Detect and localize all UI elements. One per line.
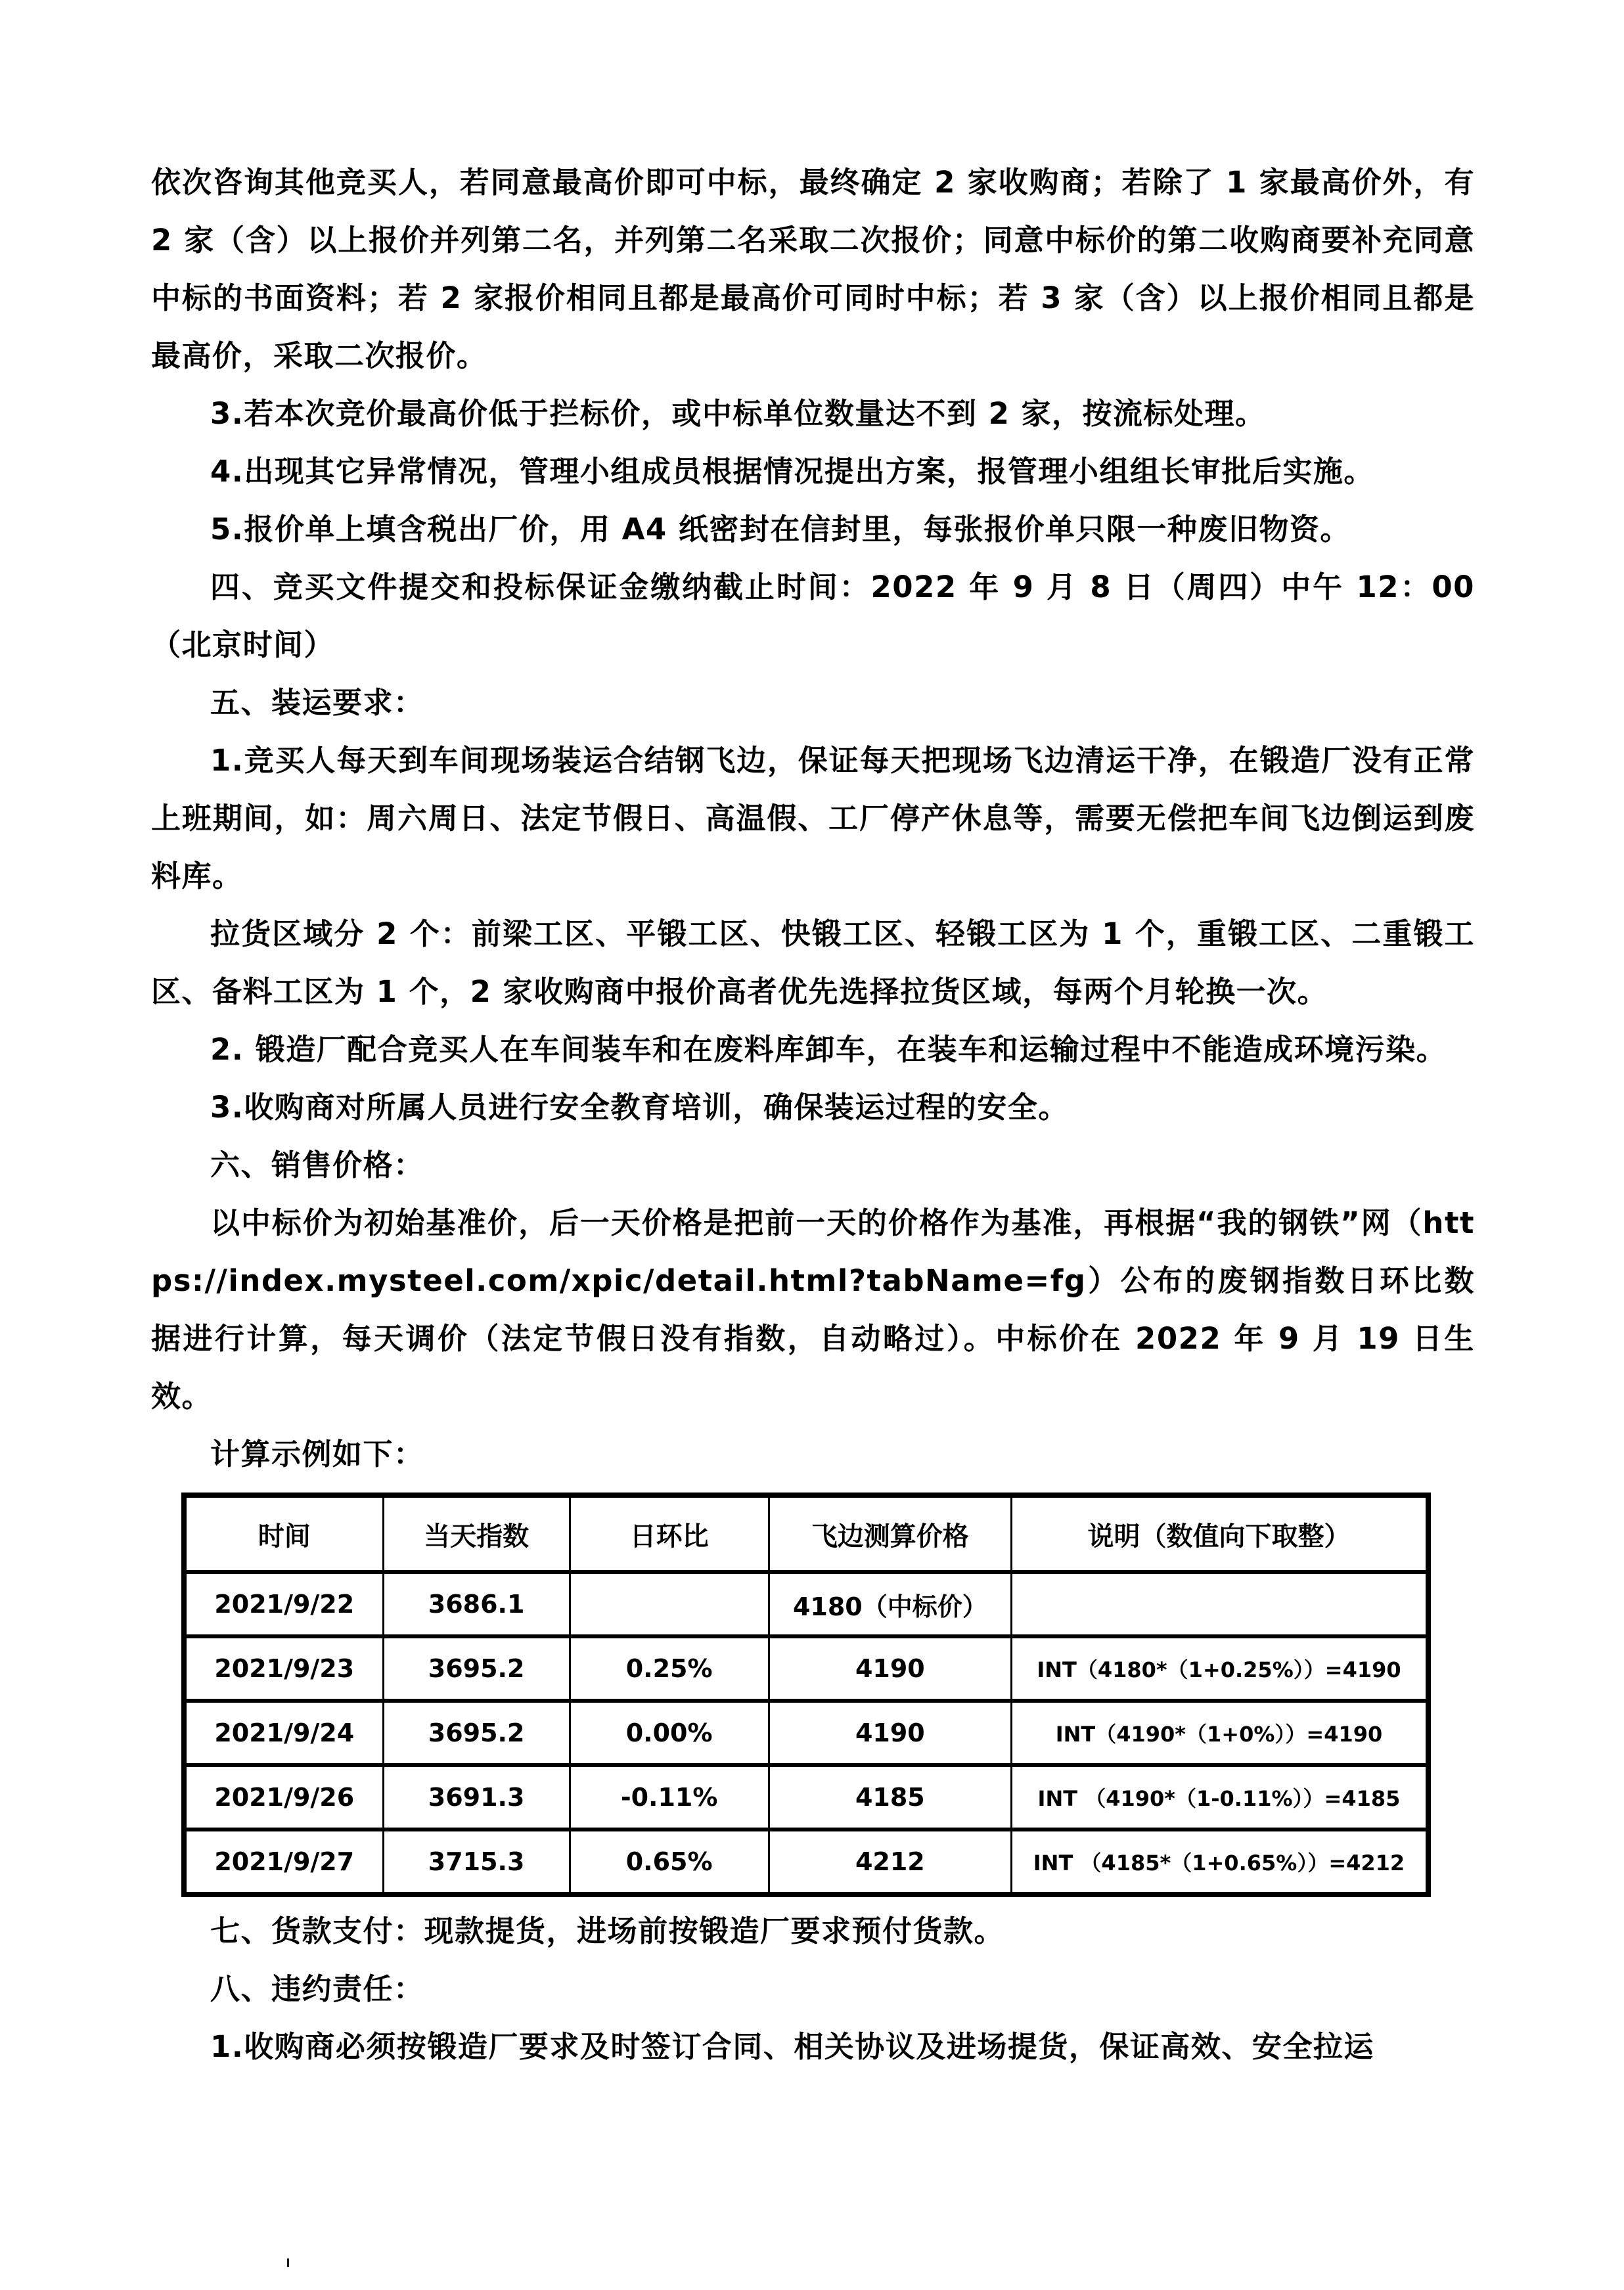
- table-cell-date: 2021/9/23: [184, 1636, 383, 1701]
- table-cell-calc-price: 4190: [769, 1701, 1011, 1765]
- heading-section-8-breach: 八、违约责任：: [210, 1971, 424, 2006]
- table-header-cell-index: 当天指数: [383, 1495, 570, 1572]
- table-row: [184, 1830, 1428, 1895]
- table-cell-dod-ratio: 0.65%: [570, 1830, 769, 1895]
- paragraph-price-rule: 以中标价为初始基准价，后一天价格是把前一天的价格作为基准，再根据“我的钢铁”网（https://index.mysteel.com/xpic/detail.html?tabName=fg）公布的废钢指数日环比数据进行计算，每天调价（法定节假日没有指数，自动略过）。中标价在 2022 年 9 月 19 日生效。: [151, 1205, 1475, 1414]
- table-cell-date: 2021/9/24: [184, 1701, 383, 1765]
- table-row: [184, 1701, 1428, 1765]
- table-header-cell-date: 时间: [184, 1495, 383, 1572]
- table-cell-index: 3695.2: [383, 1636, 570, 1701]
- paragraph-calc-example-label: 计算示例如下：: [210, 1437, 424, 1471]
- paragraph-clause-4-exceptions: 4.出现其它异常情况，管理小组成员根据情况提出方案，报管理小组组长审批后实施。: [210, 454, 1374, 489]
- table-header-row: [184, 1495, 1428, 1572]
- table-cell-note: [1011, 1572, 1428, 1636]
- table-cell-calc-price: 4212: [769, 1830, 1011, 1895]
- paragraph-shipping-1: 1.竞买人每天到车间现场装运合结钢飞边，保证每天把现场飞边清运干净，在锻造厂没有正常上班期间，如：周六周日、法定节假日、高温假、工厂停产休息等，需要无偿把车间飞边倒运到废料库。: [151, 743, 1475, 893]
- table-cell-index: 3695.2: [383, 1701, 570, 1765]
- table-cell-note: INT （4185*（1+0.65%））=4212: [1011, 1830, 1428, 1895]
- table-cell-dod-ratio: 0.00%: [570, 1701, 769, 1765]
- table-cell-calc-price: 4185: [769, 1765, 1011, 1830]
- table-cell-note: INT（4190*（1+0%））=4190: [1011, 1701, 1428, 1765]
- paragraph-shipping-3: 3.收购商对所属人员进行安全教育培训，确保装运过程的安全。: [210, 1090, 1069, 1125]
- paragraph-section-7-payment: 七、货款支付：现款提货，进场前按锻造厂要求预付货款。: [210, 1914, 1005, 1948]
- calc-example-table: [181, 1493, 1431, 1897]
- table-cell-calc-price: 4190: [769, 1636, 1011, 1701]
- paragraph-shipping-zones: 拉货区域分 2 个：前梁工区、平锻工区、快锻工区、轻锻工区为 1 个，重锻工区、二重锻工区、备料工区为 1 个，2 家收购商中报价高者优先选择拉货区域，每两个月轮换一次。: [151, 916, 1475, 1009]
- heading-section-5-shipping: 五、装运要求：: [210, 685, 424, 720]
- table-header-cell-dod-ratio: 日环比: [570, 1495, 769, 1572]
- table-cell-dod-ratio: 0.25%: [570, 1636, 769, 1701]
- paragraph-breach-1: 1.收购商必须按锻造厂要求及时签订合同、相关协议及进场提货，保证高效、安全拉运: [210, 2029, 1374, 2064]
- table-cell-note: INT（4180*（1+0.25%））=4190: [1011, 1636, 1428, 1701]
- table-cell-dod-ratio: [570, 1572, 769, 1636]
- table-cell-date: 2021/9/27: [184, 1830, 383, 1895]
- table-header-cell-note: 说明（数值向下取整）: [1011, 1495, 1428, 1572]
- paragraph-clause-3-failed-bid: 3.若本次竞价最高价低于拦标价，或中标单位数量达不到 2 家，按流标处理。: [210, 396, 1266, 431]
- paragraph-clause-5-quotation-sheet: 5.报价单上填含税出厂价，用 A4 纸密封在信封里，每张报价单只限一种废旧物资。: [210, 512, 1351, 547]
- table-row: [184, 1572, 1428, 1636]
- table-cell-index: 3715.3: [383, 1830, 570, 1895]
- table-cell-note: INT （4190*（1-0.11%））=4185: [1011, 1765, 1428, 1830]
- table-row: [184, 1636, 1428, 1701]
- table-cell-index: 3686.1: [383, 1572, 570, 1636]
- paragraph-section-4-deadline: 四、竞买文件提交和投标保证金缴纳截止时间：2022 年 9 月 8 日（周四）中午 12：00（北京时间）: [151, 570, 1475, 662]
- table-cell-date: 2021/9/26: [184, 1765, 383, 1830]
- paragraph-bid-consultation: 依次咨询其他竞买人，若同意最高价即可中标，最终确定 2 家收购商；若除了 1 家最高价外，有 2 家（含）以上报价并列第二名，并列第二名采取二次报价；同意中标价的第二收购商要补充同意中标的书面资料；若 2 家报价相同且都是最高价可同时中标；若 3 家（含）以上报价相同且都是最高价，采取二次报价。: [151, 165, 1475, 373]
- table-cell-calc-price: 4180（中标价）: [769, 1572, 1011, 1636]
- scan-artifact-dot: [287, 2258, 289, 2267]
- paragraph-shipping-2: 2. 锻造厂配合竞买人在车间装车和在废料库卸车，在装车和运输过程中不能造成环境污染。: [210, 1032, 1447, 1067]
- heading-section-6-price: 六、销售价格：: [210, 1148, 424, 1182]
- table-row: [184, 1765, 1428, 1830]
- table-cell-dod-ratio: -0.11%: [570, 1765, 769, 1830]
- table-cell-index: 3691.3: [383, 1765, 570, 1830]
- table-header-cell-calc-price: 飞边测算价格: [769, 1495, 1011, 1572]
- table-cell-date: 2021/9/22: [184, 1572, 383, 1636]
